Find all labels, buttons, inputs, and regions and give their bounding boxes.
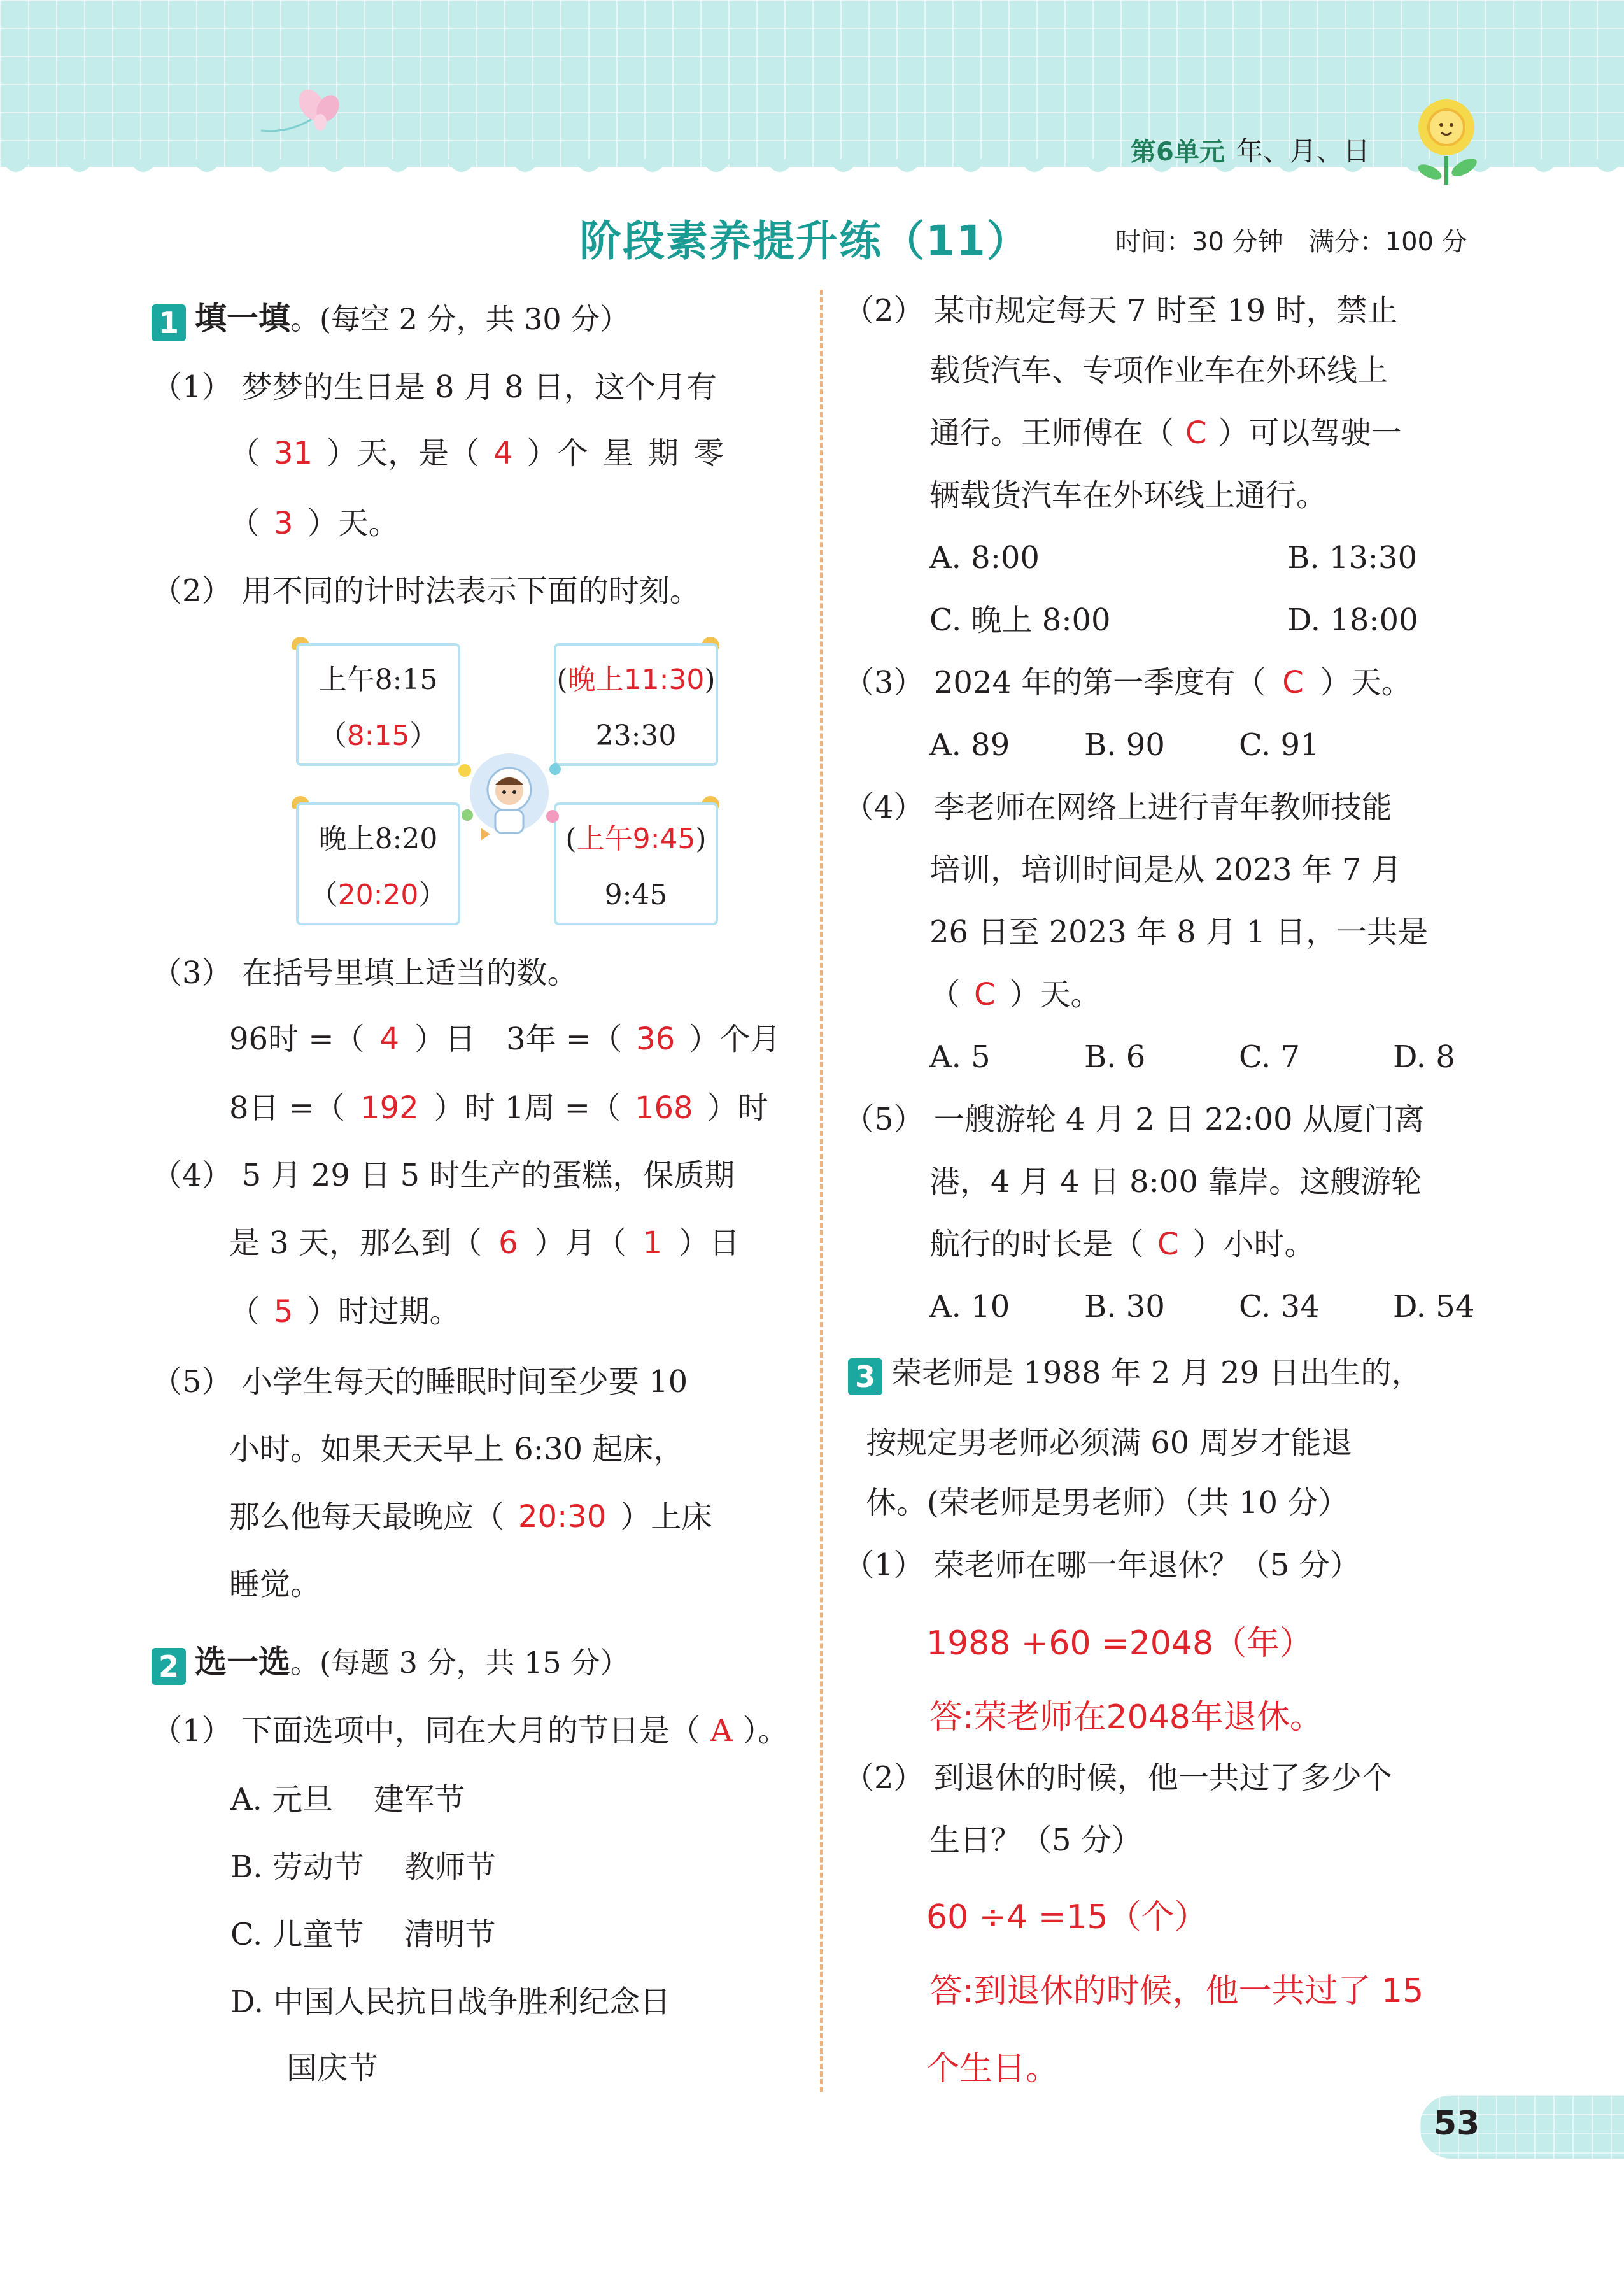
answer-4-days: 4 xyxy=(379,1021,400,1057)
clock-box-1: 上午8:15 （8:15） xyxy=(296,643,460,766)
answer-36: 36 xyxy=(636,1021,675,1057)
clock-1-top: 上午8:15 xyxy=(318,664,438,696)
s1-q3-line3: 8日 =（ 192 ）时 1周 =（ 168 ）时 xyxy=(229,1090,768,1126)
s3-q2-work: 60 ÷4 =15（个） xyxy=(926,1898,1208,1936)
s2-q3-option-c: C. 91 xyxy=(1239,727,1320,763)
s2-q1-option-d: D. 中国人民抗日战争胜利纪念日 xyxy=(230,1984,671,2020)
s2-q5-line1: （5） 一艘游轮 4 月 2 日 22:00 从厦门离 xyxy=(844,1102,1425,1137)
clock-3-top: 晚上8:20 xyxy=(318,823,438,855)
answer-3: 3 xyxy=(274,506,293,541)
answer-2030: 20:30 xyxy=(518,1499,607,1535)
s2-q5-option-b: B. 30 xyxy=(1084,1289,1165,1324)
time-limit: 时间：30 分钟 xyxy=(1115,227,1283,257)
s3-q2-line2: 生日？（5 分） xyxy=(929,1822,1142,1858)
s2-q1-option-c: C. 儿童节 清明节 xyxy=(230,1917,496,1952)
section-1-header xyxy=(152,293,629,341)
s2-q3-line1: （3） 2024 年的第一季度有（ C ）天。 xyxy=(844,665,1412,700)
section-2-number: 2 xyxy=(152,1648,186,1685)
butterfly-icon xyxy=(255,83,350,140)
clock-4-answer: 上午9:45 xyxy=(576,823,696,855)
s2-q5-option-a: A. 10 xyxy=(929,1289,1010,1324)
s1-q4-line3: （ 5 ）时过期。 xyxy=(229,1294,460,1330)
s2-q5-option-d: D. 54 xyxy=(1393,1289,1475,1324)
s2-q2-option-a: A. 8:00 xyxy=(929,540,1040,576)
page-title: 阶段素养提升练（11） xyxy=(579,217,1030,266)
s2-q3-option-a: A. 89 xyxy=(929,727,1010,763)
s1-q4-line1: （4） 5 月 29 日 5 时生产的蛋糕，保质期 xyxy=(152,1158,735,1193)
s1-q1-line3: （ 3 ）天。 xyxy=(229,506,399,541)
unit-label xyxy=(1131,131,1370,169)
unit-number: 第6单元 xyxy=(1131,138,1225,167)
answer-31: 31 xyxy=(274,436,313,471)
clock-3-answer: 20:20 xyxy=(337,879,419,911)
header-wave xyxy=(0,159,1624,185)
section-2-title: 选一选 xyxy=(195,1644,290,1680)
s1-q1-line2: （ 31 ）天，是（ 4 ）个 星 期 零 xyxy=(229,436,724,471)
s3-q1-answer: 答:荣老师在2048年退休。 xyxy=(929,1698,1323,1736)
s2-q2-line2: 载货汽车、专项作业车在外环线上 xyxy=(929,353,1388,388)
s2-q5-option-c: C. 34 xyxy=(1239,1289,1320,1324)
s2-q1-option-a: A. 元旦 建军节 xyxy=(230,1782,465,1817)
s2-q1-option-d-line2: 国庆节 xyxy=(286,2050,379,2086)
answer-C: C xyxy=(1185,415,1207,451)
s2-q4-option-c: C. 7 xyxy=(1239,1039,1301,1075)
s2-q4-option-d: D. 8 xyxy=(1393,1039,1455,1075)
unit-topic: 年、月、日 xyxy=(1236,136,1370,167)
astronaut-icon xyxy=(446,739,573,847)
page-number: 53 xyxy=(1434,2105,1480,2143)
s2-q4-line1: （4） 李老师在网络上进行青年教师技能 xyxy=(844,790,1392,825)
s2-q2-option-d: D. 18:00 xyxy=(1287,602,1418,638)
answer-192: 192 xyxy=(360,1090,419,1126)
s2-q2-line1: （2） 某市规定每天 7 时至 19 时，禁止 xyxy=(844,293,1398,329)
clock-2-bottom: 23:30 xyxy=(595,720,677,752)
answer-C: C xyxy=(1157,1226,1179,1262)
s3-q2-line1: （2） 到退休的时候，他一共过了多少个 xyxy=(844,1760,1392,1796)
section-2-note: 。(每题 3 分，共 15 分） xyxy=(290,1645,630,1680)
s1-q3-line2: 96时 =（ 4 ）日 3年 =（ 36 ）个月 xyxy=(229,1021,781,1057)
s1-q3-line1: （3） 在括号里填上适当的数。 xyxy=(152,955,578,991)
s1-q4-line2: 是 3 天，那么到（ 6 ）月（ 1 ）日 xyxy=(229,1225,740,1261)
s2-q2-line4: 辆载货汽车在外环线上通行。 xyxy=(929,478,1327,513)
column-divider xyxy=(820,290,823,2092)
s2-q5-line2: 港，4 月 4 日 8:00 靠岸。这艘游轮 xyxy=(929,1164,1422,1200)
section-3-header xyxy=(848,1354,1422,1395)
header-band xyxy=(0,0,1624,167)
s2-q2-option-c: C. 晚上 8:00 xyxy=(929,602,1111,638)
s3-q2-answer-line1: 答:到退休的时候，他一共过了 15 xyxy=(929,1972,1424,2010)
s2-q4-option-a: A. 5 xyxy=(929,1039,991,1075)
sunflower-icon xyxy=(1407,92,1490,185)
answer-5: 5 xyxy=(274,1294,293,1330)
s3-q1-work: 1988 +60 =2048（年） xyxy=(926,1624,1313,1663)
answer-C: C xyxy=(974,977,996,1012)
s1-q5-line4: 睡觉。 xyxy=(229,1566,321,1602)
s2-q4-line4: （ C ）天。 xyxy=(929,977,1101,1012)
clock-4-bottom: 9:45 xyxy=(604,879,668,911)
section-1-number: 1 xyxy=(152,304,186,341)
s2-q1-line1: （1） 下面选项中，同在大月的节日是（ A ）。 xyxy=(152,1713,789,1749)
section-3-line1: 荣老师是 1988 年 2 月 29 日出生的， xyxy=(891,1355,1422,1391)
section-3-number: 3 xyxy=(848,1358,882,1395)
section-1-note: 。(每空 2 分，共 30 分） xyxy=(290,302,630,336)
s2-q5-line3: 航行的时长是（ C ）小时。 xyxy=(929,1226,1315,1262)
full-score: 满分：100 分 xyxy=(1308,227,1467,257)
s2-q4-option-b: B. 6 xyxy=(1084,1039,1146,1075)
answer-168: 168 xyxy=(634,1090,693,1126)
answer-4: 4 xyxy=(493,436,513,471)
s1-q5-line1: （5） 小学生每天的睡眠时间至少要 10 xyxy=(152,1364,688,1400)
clock-1-answer: 8:15 xyxy=(346,720,410,752)
s1-q2-line1: （2） 用不同的计时法表示下面的时刻。 xyxy=(152,573,700,609)
s2-q1-option-b: B. 劳动节 教师节 xyxy=(230,1849,497,1885)
answer-C: C xyxy=(1282,665,1304,700)
s2-q2-line3: 通行。王师傅在（ C ）可以驾驶一 xyxy=(929,415,1402,451)
s2-q4-line3: 26 日至 2023 年 8 月 1 日，一共是 xyxy=(929,914,1429,950)
s2-q4-line2: 培训，培训时间是从 2023 年 7 月 xyxy=(929,852,1402,888)
s2-q3-option-b: B. 90 xyxy=(1084,727,1165,763)
answer-6: 6 xyxy=(498,1225,518,1261)
exam-meta xyxy=(1115,222,1493,258)
s3-q1-line1: （1） 荣老师在哪一年退休？（5 分） xyxy=(844,1547,1360,1583)
clock-2-answer: 晚上11:30 xyxy=(567,664,705,696)
s1-q5-line2: 小时。如果天天早上 6:30 起床， xyxy=(229,1431,684,1467)
clock-box-3: 晚上8:20 （20:20） xyxy=(296,802,460,925)
section-3-line2: 按规定男老师必须满 60 周岁才能退 xyxy=(866,1425,1352,1461)
clock-box-2: (晚上11:30) 23:30 xyxy=(554,643,718,766)
section-1-title: 填一填 xyxy=(195,300,290,337)
section-2-header xyxy=(152,1636,629,1685)
s1-q5-line3: 那么他每天最晚应（ 20:30 ）上床 xyxy=(229,1499,712,1535)
answer-1: 1 xyxy=(642,1225,663,1261)
s2-q2-option-b: B. 13:30 xyxy=(1287,540,1418,576)
clock-box-4: (上午9:45) 9:45 xyxy=(554,802,718,925)
answer-A: A xyxy=(710,1713,733,1749)
s3-q2-answer-line2: 个生日。 xyxy=(926,2050,1059,2088)
s1-q1-line1: （1） 梦梦的生日是 8 月 8 日，这个月有 xyxy=(152,369,717,405)
section-3-line3: 休。(荣老师是男老师）（共 10 分） xyxy=(866,1485,1349,1521)
